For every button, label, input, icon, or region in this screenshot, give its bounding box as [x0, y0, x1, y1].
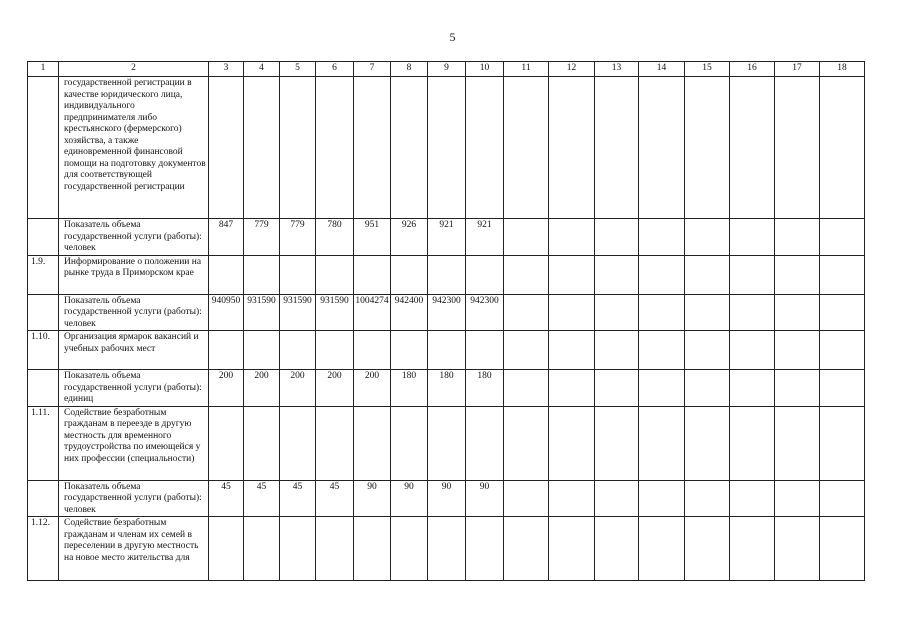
empty-cell	[685, 517, 730, 581]
empty-cell	[549, 219, 595, 256]
table-row	[28, 77, 865, 219]
empty-cell	[775, 480, 820, 517]
empty-cell	[595, 406, 639, 480]
empty-cell	[595, 370, 639, 407]
value-cell	[244, 406, 280, 480]
value-cell: 942300	[428, 294, 466, 331]
value-cell	[354, 517, 391, 581]
empty-cell	[820, 255, 865, 294]
row-description-cell: Показатель объема государственной услуги (работы): человек	[59, 294, 209, 331]
empty-cell	[504, 406, 549, 480]
table-row	[28, 517, 865, 581]
value-cell: 942400	[391, 294, 428, 331]
value-cell	[244, 331, 280, 370]
header-row	[28, 62, 865, 77]
value-cell: 90	[354, 480, 391, 517]
value-cell: 45	[316, 480, 354, 517]
value-cell: 921	[466, 219, 504, 256]
empty-cell	[549, 370, 595, 407]
value-cell	[316, 406, 354, 480]
value-cell	[391, 331, 428, 370]
value-cell	[280, 331, 316, 370]
value-cell: 931590	[316, 294, 354, 331]
value-cell: 847	[209, 219, 244, 256]
value-cell	[466, 77, 504, 219]
empty-cell	[639, 77, 685, 219]
value-cell: 940950	[209, 294, 244, 331]
empty-cell	[685, 255, 730, 294]
value-cell: 180	[466, 370, 504, 407]
value-cell	[316, 517, 354, 581]
empty-cell	[549, 517, 595, 581]
empty-cell	[639, 294, 685, 331]
value-cell	[428, 517, 466, 581]
empty-cell	[685, 406, 730, 480]
column-header: 1	[28, 62, 59, 77]
row-index-cell: 1.11.	[28, 406, 59, 480]
empty-cell	[639, 370, 685, 407]
value-cell: 1004274	[354, 294, 391, 331]
row-index-cell	[28, 370, 59, 407]
value-cell: 90	[391, 480, 428, 517]
column-header: 9	[428, 62, 466, 77]
row-description-cell: Содействие безработным гражданам в переезде в другую местность для временного трудоустройства по имеющейся у них профессии (специальности)	[59, 406, 209, 480]
table-row	[28, 370, 865, 407]
value-cell: 90	[428, 480, 466, 517]
row-index-cell	[28, 294, 59, 331]
empty-cell	[775, 294, 820, 331]
table-row	[28, 331, 865, 370]
empty-cell	[504, 219, 549, 256]
value-cell: 200	[244, 370, 280, 407]
value-cell	[280, 406, 316, 480]
column-header: 7	[354, 62, 391, 77]
value-cell: 926	[391, 219, 428, 256]
empty-cell	[775, 406, 820, 480]
column-header: 8	[391, 62, 428, 77]
value-cell	[316, 255, 354, 294]
empty-cell	[820, 370, 865, 407]
row-description-cell: Показатель объема государственной услуги (работы): единиц	[59, 370, 209, 407]
value-cell: 931590	[244, 294, 280, 331]
empty-cell	[549, 480, 595, 517]
value-cell: 45	[209, 480, 244, 517]
value-cell: 180	[428, 370, 466, 407]
empty-cell	[685, 77, 730, 219]
column-header: 6	[316, 62, 354, 77]
value-cell: 45	[280, 480, 316, 517]
value-cell	[209, 517, 244, 581]
value-cell	[391, 255, 428, 294]
empty-cell	[775, 517, 820, 581]
empty-cell	[730, 77, 775, 219]
table-row	[28, 406, 865, 480]
empty-cell	[730, 406, 775, 480]
column-header: 14	[639, 62, 685, 77]
value-cell	[316, 77, 354, 219]
empty-cell	[595, 331, 639, 370]
empty-cell	[730, 370, 775, 407]
column-header: 11	[504, 62, 549, 77]
empty-cell	[775, 77, 820, 219]
row-index-cell	[28, 480, 59, 517]
value-cell: 779	[244, 219, 280, 256]
column-header: 15	[685, 62, 730, 77]
value-cell	[428, 255, 466, 294]
empty-cell	[730, 331, 775, 370]
empty-cell	[685, 480, 730, 517]
value-cell: 90	[466, 480, 504, 517]
row-index-cell	[28, 219, 59, 256]
empty-cell	[639, 331, 685, 370]
empty-cell	[549, 294, 595, 331]
table-row	[28, 219, 865, 256]
table-row	[28, 255, 865, 294]
column-header: 12	[549, 62, 595, 77]
empty-cell	[820, 77, 865, 219]
row-index-cell	[28, 77, 59, 219]
value-cell: 200	[316, 370, 354, 407]
value-cell	[244, 255, 280, 294]
row-description-cell: Организация ярмарок вакансий и учебных рабочих мест	[59, 331, 209, 370]
empty-cell	[504, 255, 549, 294]
value-cell: 921	[428, 219, 466, 256]
empty-cell	[775, 219, 820, 256]
empty-cell	[549, 331, 595, 370]
empty-cell	[504, 331, 549, 370]
value-cell	[209, 406, 244, 480]
row-description-cell: Показатель объема государственной услуги (работы): человек	[59, 219, 209, 256]
empty-cell	[639, 517, 685, 581]
empty-cell	[504, 77, 549, 219]
value-cell: 45	[244, 480, 280, 517]
empty-cell	[685, 294, 730, 331]
empty-cell	[820, 406, 865, 480]
empty-cell	[549, 406, 595, 480]
empty-cell	[549, 77, 595, 219]
empty-cell	[730, 294, 775, 331]
value-cell	[209, 331, 244, 370]
value-cell	[280, 517, 316, 581]
column-header: 4	[244, 62, 280, 77]
column-header: 17	[775, 62, 820, 77]
row-description-cell: государственной регистрации в качестве юридического лица, индивидуального предпринимателя либо крестьянского (фермерского) хозяйства, а также единовременной финансовой помощи на подготовку документов для соответствующей государственной регистрации	[59, 77, 209, 219]
value-cell: 942300	[466, 294, 504, 331]
table-row	[28, 480, 865, 517]
column-header: 16	[730, 62, 775, 77]
empty-cell	[820, 517, 865, 581]
value-cell: 200	[280, 370, 316, 407]
value-cell: 779	[280, 219, 316, 256]
value-cell	[354, 77, 391, 219]
empty-cell	[730, 255, 775, 294]
value-cell	[466, 406, 504, 480]
empty-cell	[820, 331, 865, 370]
value-cell	[354, 255, 391, 294]
empty-cell	[820, 294, 865, 331]
row-description-cell: Информирование о положении на рынке труда в Приморском крае	[59, 255, 209, 294]
value-cell: 180	[391, 370, 428, 407]
empty-cell	[730, 219, 775, 256]
row-index-cell: 1.12.	[28, 517, 59, 581]
empty-cell	[775, 255, 820, 294]
empty-cell	[595, 294, 639, 331]
row-index-cell: 1.10.	[28, 331, 59, 370]
value-cell	[466, 517, 504, 581]
empty-cell	[820, 480, 865, 517]
column-header: 18	[820, 62, 865, 77]
value-cell	[391, 77, 428, 219]
empty-cell	[730, 480, 775, 517]
empty-cell	[639, 480, 685, 517]
empty-cell	[730, 517, 775, 581]
empty-cell	[685, 331, 730, 370]
row-index-cell: 1.9.	[28, 255, 59, 294]
empty-cell	[639, 219, 685, 256]
value-cell	[244, 517, 280, 581]
row-description-cell: Содействие безработным гражданам и членам их семей в переселении в другую местность на новое место жительства для	[59, 517, 209, 581]
empty-cell	[685, 370, 730, 407]
value-cell	[209, 255, 244, 294]
empty-cell	[595, 480, 639, 517]
row-description-cell: Показатель объема государственной услуги (работы): человек	[59, 480, 209, 517]
empty-cell	[820, 219, 865, 256]
empty-cell	[504, 370, 549, 407]
empty-cell	[549, 255, 595, 294]
page-number: 5	[449, 30, 456, 44]
value-cell	[428, 331, 466, 370]
value-cell: 951	[354, 219, 391, 256]
value-cell	[316, 331, 354, 370]
empty-cell	[775, 370, 820, 407]
value-cell: 931590	[280, 294, 316, 331]
column-header: 2	[59, 62, 209, 77]
column-header: 5	[280, 62, 316, 77]
data-table	[27, 61, 865, 581]
empty-cell	[775, 331, 820, 370]
value-cell	[244, 77, 280, 219]
empty-cell	[595, 77, 639, 219]
table-row	[28, 294, 865, 331]
value-cell: 780	[316, 219, 354, 256]
value-cell	[280, 255, 316, 294]
value-cell	[391, 406, 428, 480]
empty-cell	[504, 480, 549, 517]
empty-cell	[504, 294, 549, 331]
empty-cell	[504, 517, 549, 581]
value-cell	[280, 77, 316, 219]
value-cell	[354, 406, 391, 480]
value-cell	[428, 77, 466, 219]
value-cell	[209, 77, 244, 219]
empty-cell	[595, 255, 639, 294]
value-cell	[466, 331, 504, 370]
column-header: 3	[209, 62, 244, 77]
value-cell	[354, 331, 391, 370]
empty-cell	[639, 255, 685, 294]
column-header: 13	[595, 62, 639, 77]
value-cell	[466, 255, 504, 294]
value-cell	[391, 517, 428, 581]
empty-cell	[685, 219, 730, 256]
empty-cell	[639, 406, 685, 480]
empty-cell	[595, 219, 639, 256]
column-header: 10	[466, 62, 504, 77]
empty-cell	[595, 517, 639, 581]
value-cell: 200	[209, 370, 244, 407]
value-cell: 200	[354, 370, 391, 407]
value-cell	[428, 406, 466, 480]
